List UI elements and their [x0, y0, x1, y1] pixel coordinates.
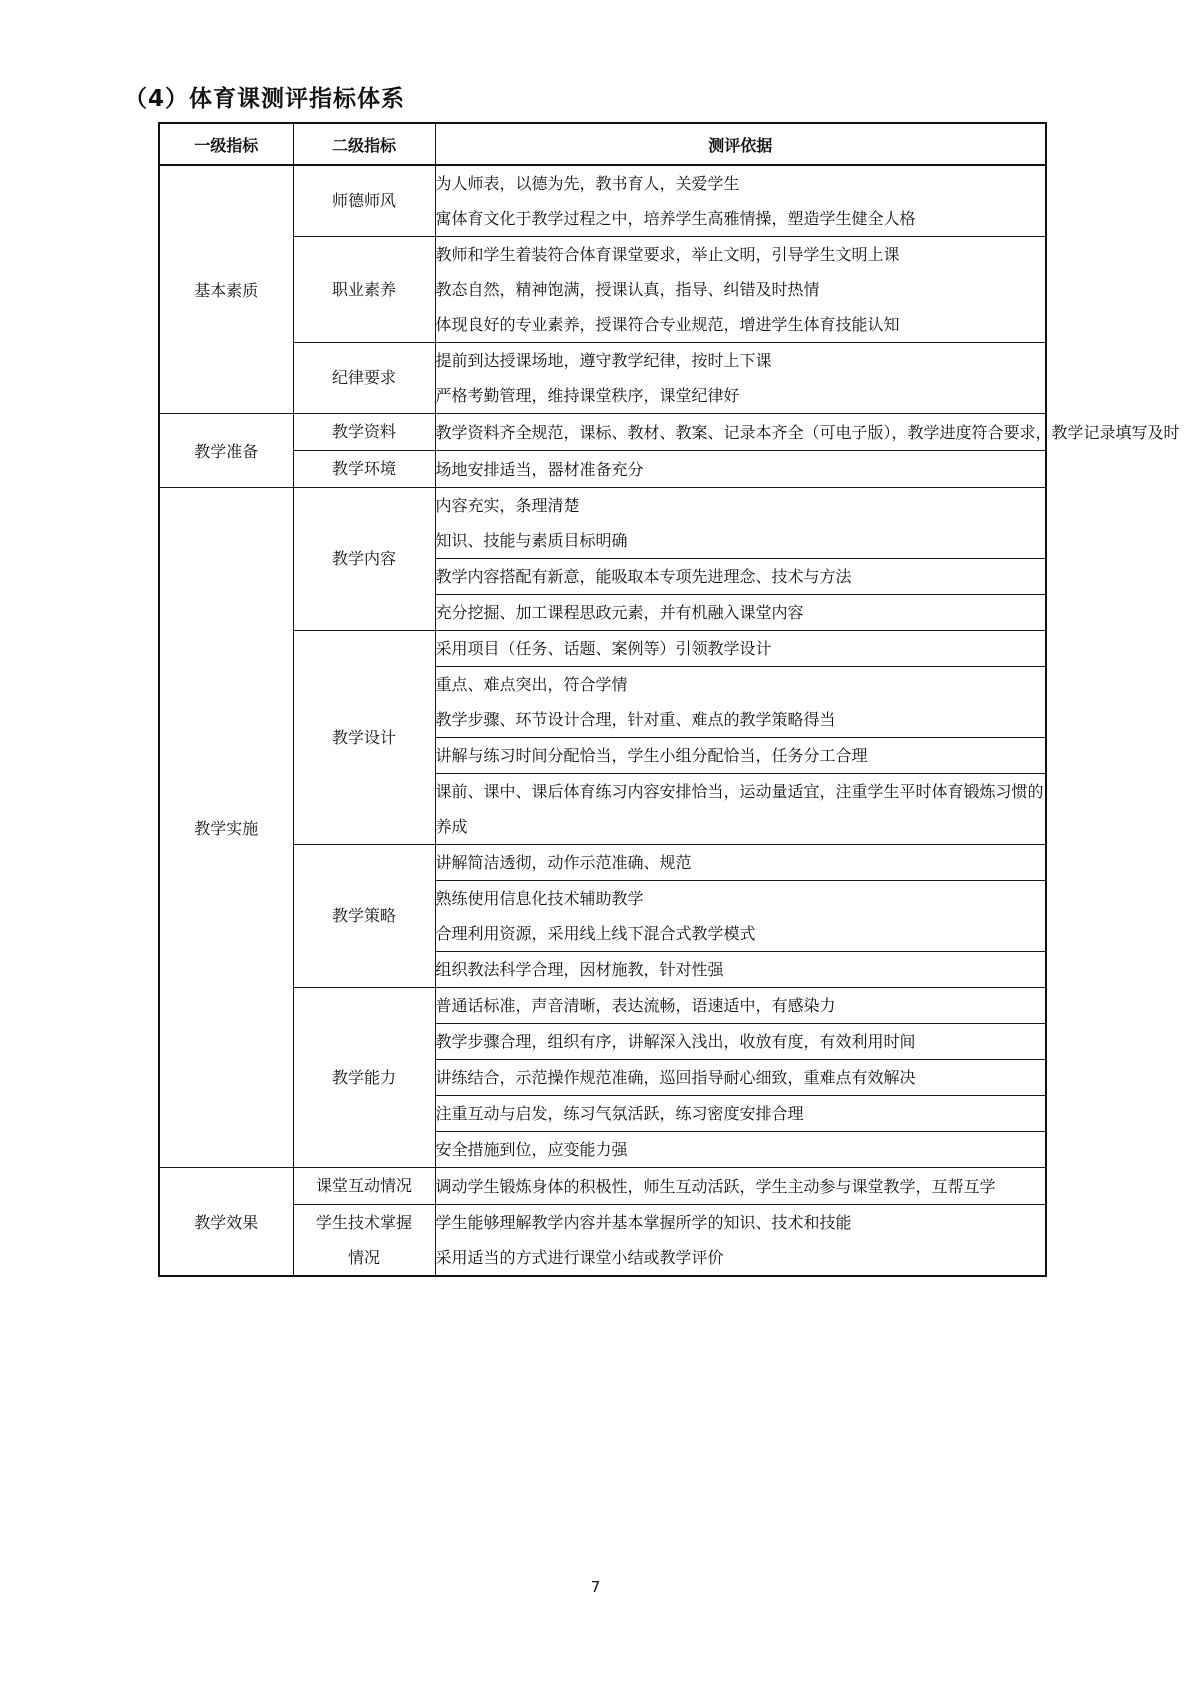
basis-line: 调动学生锻炼身体的积极性，师生互动活跃，学生主动参与课堂教学，互帮互学 — [435, 1176, 996, 1196]
evaluation-basis — [435, 165, 1046, 237]
header-level2: 二级指标 — [293, 123, 435, 165]
level2-indicator: 教学资料 — [293, 414, 435, 451]
evaluation-basis — [435, 631, 1046, 667]
basis-line: 学生能够理解教学内容并基本掌握所学的知识、技术和技能 — [435, 1213, 852, 1232]
evaluation-basis — [435, 1205, 1046, 1277]
table-row — [159, 631, 1046, 667]
level2-indicator: 纪律要求 — [293, 343, 435, 414]
basis-line: 知识、技能与素质目标明确 — [435, 531, 628, 550]
basis-line: 场地安排适当，器材准备充分 — [435, 459, 644, 479]
evaluation-basis — [435, 559, 1046, 595]
evaluation-basis — [435, 845, 1046, 881]
evaluation-basis — [435, 952, 1046, 988]
evaluation-basis — [435, 1168, 1046, 1205]
level1-indicator: 教学实施 — [159, 488, 293, 1168]
basis-line: 教师和学生着装符合体育课堂要求，举止文明，引导学生文明上课 — [435, 245, 900, 264]
page-number: 7 — [590, 1578, 601, 1596]
level1-indicator: 基本素质 — [159, 165, 293, 414]
basis-line: 严格考勤管理，维持课堂秩序，课堂纪律好 — [435, 386, 740, 405]
evaluation-basis — [435, 414, 1180, 451]
evaluation-basis — [435, 738, 1046, 774]
basis-line: 充分挖掘、加工课程思政元素，并有机融入课堂内容 — [435, 603, 804, 622]
basis-line: 合理利用资源，采用线上线下混合式教学模式 — [435, 924, 756, 943]
evaluation-basis — [435, 1132, 1046, 1168]
evaluation-basis — [435, 1096, 1046, 1132]
basis-line: 寓体育文化于教学过程之中，培养学生高雅情操，塑造学生健全人格 — [435, 209, 916, 228]
basis-line: 采用项目（任务、话题、案例等）引领教学设计 — [435, 639, 772, 658]
table-row — [159, 488, 1046, 559]
table-row — [159, 451, 1046, 488]
level1-indicator: 教学效果 — [159, 1168, 293, 1277]
basis-line: 教态自然，精神饱满，授课认真，指导、纠错及时热情 — [435, 280, 820, 299]
table-header-row — [159, 123, 1046, 165]
evaluation-basis — [435, 1024, 1046, 1060]
basis-line: 体现良好的专业素养，授课符合专业规范，增进学生体育技能认知 — [435, 315, 900, 334]
table-row — [159, 1168, 1046, 1205]
level2-indicator: 教学能力 — [293, 988, 435, 1168]
basis-line: 教学步骤合理，组织有序，讲解深入浅出，收放有度，有效利用时间 — [435, 1032, 916, 1051]
level2-indicator: 学生技术掌握 情况 — [293, 1205, 435, 1277]
evaluation-basis — [435, 451, 1046, 488]
evaluation-basis — [435, 988, 1046, 1024]
header-basis: 测评依据 — [435, 123, 1046, 165]
table-row — [159, 845, 1046, 881]
evaluation-basis — [435, 881, 1046, 952]
basis-line: 为人师表，以德为先，教书育人，关爱学生 — [435, 174, 740, 193]
header-level1: 一级指标 — [159, 123, 293, 165]
evaluation-basis — [435, 343, 1046, 414]
basis-line: 重点、难点突出，符合学情 — [435, 675, 628, 694]
basis-line: 组织教法科学合理，因材施教，针对性强 — [435, 960, 724, 979]
basis-line: 普通话标准，声音清晰，表达流畅，语速适中，有感染力 — [435, 996, 836, 1015]
basis-line: 教学步骤、环节设计合理，针对重、难点的教学策略得当 — [435, 710, 836, 729]
basis-line: 讲练结合，示范操作规范准确，巡回指导耐心细致，重难点有效解决 — [435, 1068, 916, 1087]
evaluation-basis — [435, 595, 1046, 631]
evaluation-basis — [435, 667, 1046, 738]
level2-indicator: 课堂互动情况 — [293, 1168, 435, 1205]
level2-indicator: 教学设计 — [293, 631, 435, 845]
level2-indicator: 师德师风 — [293, 165, 435, 237]
basis-line: 注重互动与启发，练习气氛活跃，练习密度安排合理 — [435, 1104, 804, 1123]
basis-line: 安全措施到位，应变能力强 — [435, 1140, 628, 1159]
table-row — [159, 988, 1046, 1024]
basis-line: 讲解简洁透彻，动作示范准确、规范 — [435, 853, 692, 872]
level1-indicator: 教学准备 — [159, 414, 293, 488]
evaluation-basis — [435, 237, 1046, 343]
level2-indicator: 教学策略 — [293, 845, 435, 988]
evaluation-table — [158, 122, 1180, 1277]
basis-line: 讲解与练习时间分配恰当，学生小组分配恰当，任务分工合理 — [435, 746, 868, 765]
basis-line: 教学资料齐全规范，课标、教材、教案、记录本齐全（可电子版），教学进度符合要求，教学记录填写及时 — [435, 422, 1180, 442]
table-row — [159, 237, 1046, 343]
table-row — [159, 1205, 1046, 1277]
basis-line: 提前到达授课场地，遵守教学纪律，按时上下课 — [435, 351, 772, 370]
basis-line: 熟练使用信息化技术辅助教学 — [435, 889, 644, 908]
evaluation-basis — [435, 1060, 1046, 1096]
basis-line: 内容充实，条理清楚 — [435, 496, 580, 515]
evaluation-basis — [435, 488, 1046, 559]
table-body — [159, 165, 1180, 1276]
evaluation-basis — [435, 774, 1046, 845]
level2-indicator: 教学内容 — [293, 488, 435, 631]
basis-line: 采用适当的方式进行课堂小结或教学评价 — [435, 1248, 724, 1267]
level2-indicator: 教学环境 — [293, 451, 435, 488]
table-row — [159, 343, 1046, 414]
table-row — [159, 414, 1046, 451]
page-title: （4）体育课测评指标体系 — [124, 86, 406, 112]
table-row — [159, 165, 1046, 237]
level2-indicator: 职业素养 — [293, 237, 435, 343]
basis-line: 教学内容搭配有新意，能吸取本专项先进理念、技术与方法 — [435, 567, 852, 586]
basis-line: 课前、课中、课后体育练习内容安排恰当，运动量适宜，注重学生平时体育锻炼习惯的养成 — [435, 782, 1044, 836]
